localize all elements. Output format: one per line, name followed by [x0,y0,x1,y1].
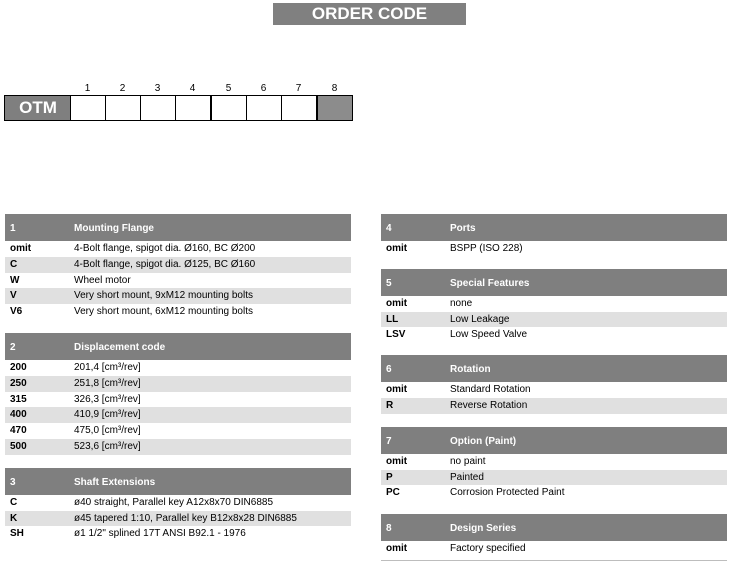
section-header [5,333,351,360]
code-position-1: 1 [84,83,91,94]
section-number: 8 [386,523,392,535]
option-row [5,392,351,408]
right-column [381,214,727,561]
section-gap [381,257,727,269]
section-number: 1 [10,223,16,234]
option-code: omit [386,455,408,467]
section-rotation [381,355,727,414]
option-desc: 523,6 [cm³/rev] [74,440,141,452]
section-header [381,514,727,541]
option-code: 400 [10,409,27,421]
option-desc: 251,8 [cm³/rev] [74,377,141,389]
option-desc: 410,9 [cm³/rev] [74,409,141,421]
code-box-8 [317,95,353,121]
option-code: PC [386,487,400,499]
option-desc: 475,0 [cm³/rev] [74,425,141,437]
option-code: P [386,471,393,483]
option-row [381,382,727,398]
option-code: LL [386,313,399,325]
option-row [5,257,351,273]
option-desc: Wheel motor [74,274,131,286]
option-row [381,541,727,557]
section-design-series [381,514,727,561]
option-code: omit [10,243,32,254]
option-desc: none [450,297,473,309]
code-box-1 [70,95,106,121]
option-desc: ø1 1/2" splined 17T ANSI B92.1 - 1976 [74,528,246,540]
code-position-6: 6 [260,83,267,94]
option-row [381,398,727,414]
section-mounting-flange [5,214,351,320]
option-desc: 326,3 [cm³/rev] [74,393,141,405]
code-position-7: 7 [295,83,302,94]
option-code: C [10,258,18,270]
code-position-4: 4 [189,83,196,94]
section-header [5,214,351,241]
option-row [381,454,727,470]
code-box-7 [281,95,317,121]
option-code: R [386,399,394,411]
option-desc: Corrosion Protected Paint [450,487,565,499]
option-desc: Very short mount, 9xM12 mounting bolts [74,290,253,302]
option-desc: Very short mount, 6xM12 mounting bolts [74,306,253,318]
option-row [5,273,351,289]
section-title: Shaft Extensions [74,476,156,488]
page-title: ORDER CODE [273,3,466,25]
code-box-4 [175,95,211,121]
section-special-features [381,269,727,343]
option-code: 200 [10,361,27,373]
option-row [5,511,351,527]
code-position-2: 2 [119,83,126,94]
option-code: omit [386,297,408,309]
section-title: Mounting Flange [74,223,154,234]
section-title: Design Series [450,523,517,535]
option-code: omit [386,543,408,555]
option-desc: Factory specified [450,543,526,555]
code-box-5 [211,95,247,121]
section-gap [5,320,351,333]
option-code: omit [386,384,408,396]
section-title: Special Features [450,277,530,289]
option-row [381,327,727,343]
option-desc: Low Leakage [450,313,510,325]
section-number: 3 [10,476,16,488]
option-code: V6 [10,306,23,318]
section-gap [381,501,727,514]
code-position-3: 3 [154,83,161,94]
option-code: V [10,290,17,302]
option-desc: Painted [450,471,484,483]
option-desc: Reverse Rotation [450,399,528,411]
section-header [381,355,727,382]
option-code: 500 [10,440,27,452]
code-box-2 [105,95,141,121]
section-number: 5 [386,277,392,289]
option-desc: no paint [450,455,486,467]
option-row [5,423,351,439]
option-code: omit [386,243,408,254]
section-header [5,468,351,495]
code-position-8: 8 [331,83,338,94]
code-box-3 [140,95,176,121]
option-code: SH [10,528,24,540]
option-row [5,495,351,511]
code-box-6 [246,95,282,121]
code-position-5: 5 [225,83,232,94]
section-gap [381,343,727,355]
section-gap [381,414,727,427]
section-title: Rotation [450,364,491,376]
option-desc: Low Speed Valve [450,329,528,341]
option-desc: 4-Bolt flange, spigot dia. Ø160, BC Ø200 [74,243,256,254]
left-column [5,214,351,542]
section-header [381,427,727,454]
option-code: K [10,512,18,524]
option-row [381,485,727,501]
section-number: 6 [386,364,392,376]
option-row [5,376,351,392]
section-header [381,269,727,296]
option-code: W [10,274,20,286]
option-row [381,296,727,312]
option-row [5,304,351,320]
option-code: 470 [10,425,27,437]
section-title: Ports [450,223,476,234]
option-desc: 4-Bolt flange, spigot dia. Ø125, BC Ø160 [74,258,256,270]
option-code: LSV [386,329,406,341]
section-gap [5,455,351,468]
section-option-paint [381,427,727,501]
option-desc: ø40 straight, Parallel key A12x8x70 DIN6885 [74,496,273,508]
option-row [381,470,727,486]
section-shaft-extensions [5,468,351,542]
option-row [5,439,351,455]
section-number: 7 [386,435,392,447]
section-number: 4 [386,223,392,234]
section-title: Displacement code [74,341,166,353]
section-ports [381,214,727,257]
option-desc: BSPP (ISO 228) [450,243,523,254]
section-bottom-rule [381,560,727,561]
option-row [381,312,727,328]
option-row [5,526,351,542]
option-row [5,241,351,257]
option-row [5,407,351,423]
option-code: 250 [10,377,27,389]
section-header [381,214,727,241]
option-code: 315 [10,393,27,405]
option-row [5,288,351,304]
option-code: C [10,496,18,508]
section-title: Option (Paint) [450,435,517,447]
option-row [5,360,351,376]
option-desc: 201,4 [cm³/rev] [74,361,141,373]
section-number: 2 [10,341,16,353]
section-displacement-code [5,333,351,455]
option-desc: Standard Rotation [450,384,531,396]
code-prefix: OTM [4,95,72,121]
option-row [381,241,727,257]
option-desc: ø45 tapered 1:10, Parallel key B12x8x28 DIN6885 [74,512,297,524]
